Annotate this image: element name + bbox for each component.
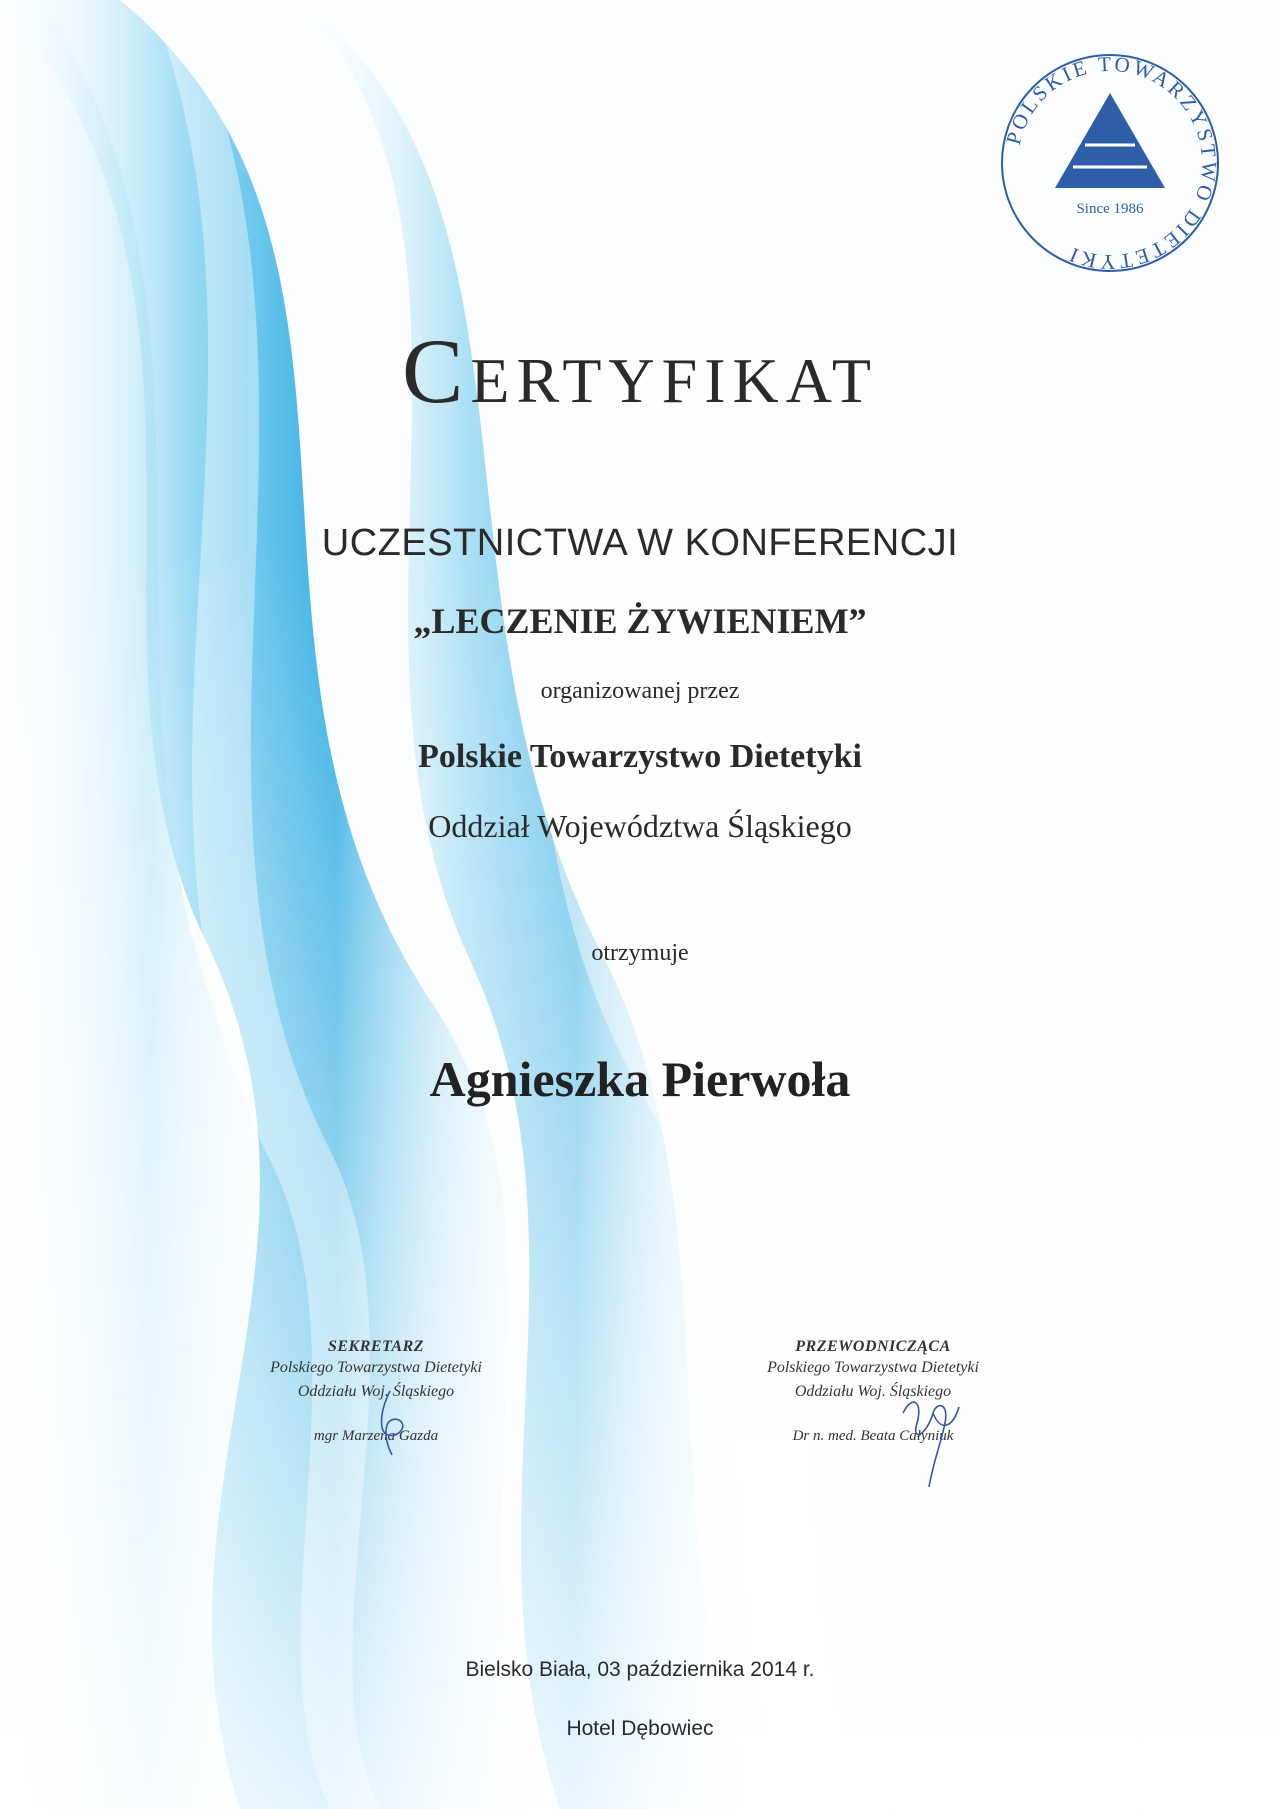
place-and-date: Bielsko Biała, 03 października 2014 r. <box>465 1658 815 1681</box>
signer-role: PRZEWODNICZĄCA <box>795 1338 951 1355</box>
signer-branch: Oddziału Woj. Śląskiego <box>297 1383 455 1400</box>
signer-org: Polskiego Towarzystwa Dietetyki <box>767 1359 979 1376</box>
organization-branch: Oddział Województwa Śląskiego <box>428 808 852 844</box>
pyramid-icon <box>1055 93 1165 188</box>
organized-by-label: organizowanej przez <box>540 678 740 704</box>
certificate-title: Certyfikat <box>402 320 878 422</box>
signer-name: mgr Marzena Gazda <box>313 1428 439 1444</box>
handwritten-signature-left <box>362 1383 422 1463</box>
seal-since: Since 1986 <box>1076 201 1144 217</box>
ptd-seal-logo <box>995 48 1225 278</box>
certificate-subtitle: UCZESTNICTWA W KONFERENCJI <box>321 522 959 564</box>
signer-name: Dr n. med. Beata Całyniuk <box>792 1428 954 1444</box>
conference-name: „LECZENIE ŻYWIENIEM” <box>413 601 867 641</box>
receives-label: otrzymuje <box>591 940 689 966</box>
signature-block-chair <box>713 1338 1033 1445</box>
venue: Hotel Dębowiec <box>566 1717 714 1740</box>
signer-branch: Oddziału Woj. Śląskiego <box>794 1383 952 1400</box>
seal-ring-text: POLSKIE TOWARZYSTWO DIETETYKI <box>1000 51 1222 275</box>
signer-org: Polskiego Towarzystwa Dietetyki <box>270 1359 482 1376</box>
organization-name: Polskie Towarzystwo Dietetyki <box>418 738 862 775</box>
handwritten-signature-right <box>893 1383 973 1493</box>
recipient-name: Agnieszka Pierwoła <box>429 1051 851 1107</box>
signer-role: SEKRETARZ <box>327 1338 425 1355</box>
